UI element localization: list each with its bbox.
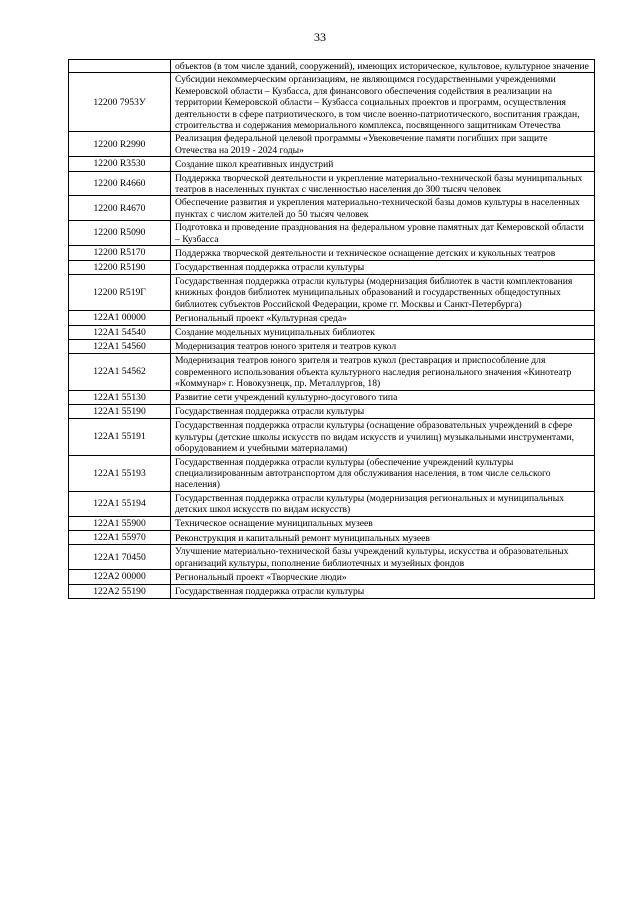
table-row — [69, 390, 595, 404]
table-row — [69, 570, 595, 584]
target-article-code: 122А1 54562 — [69, 354, 171, 390]
target-article-name: Государственная поддержка отрасли культуры (модернизация библиотек в части комплектования книжных фондов библиотек муниципальных образований и государственных общедоступных библиотек субъектов Российской Федерации, кроме гг. Москвы и Санкт-Петербурга) — [171, 274, 595, 310]
target-article-name: Государственная поддержка отрасли культуры — [171, 584, 595, 598]
target-article-name: Государственная поддержка отрасли культуры (модернизация региональных и муниципальных детских школ искусств по видам искусств) — [171, 491, 595, 516]
target-article-code: 122А1 54560 — [69, 339, 171, 353]
target-article-name: Улучшение материально-технической базы учреждений культуры, искусства и образовательных организаций культуры, пополнение библиотечных и музейных фондов — [171, 545, 595, 570]
table-row — [69, 274, 595, 310]
table-body — [69, 60, 595, 599]
table-row — [69, 157, 595, 171]
target-article-name: Государственная поддержка отрасли культуры — [171, 404, 595, 418]
table-row — [69, 311, 595, 325]
table-row — [69, 339, 595, 353]
target-article-name: Подготовка и проведение празднования на федеральном уровне памятных дат Кемеровской области – Кузбасса — [171, 221, 595, 246]
target-article-code: 122А1 55190 — [69, 404, 171, 418]
table-row — [69, 196, 595, 221]
target-article-code: 122А1 54540 — [69, 325, 171, 339]
target-article-code: 122А1 55191 — [69, 419, 171, 455]
target-article-name: Субсидии некоммерческим организациям, не являющимся государственными учреждениями Кемеровской области – Кузбасса, для финансового обеспечения содействия в реализации на территории Кемеровской области – Кузбасса социальных проектов и программ, осуществления деятельности в сфере патриотического, в том числе военно-патриотического, воспитания граждан, строительства и содержания мемориального комплекса, посвященного защитникам Отечества — [171, 73, 595, 132]
target-article-name: Создание модельных муниципальных библиотек — [171, 325, 595, 339]
table-row — [69, 531, 595, 545]
target-article-code: 12200 R4670 — [69, 196, 171, 221]
table-row — [69, 516, 595, 530]
target-article-name: Развитие сети учреждений культурно-досугового типа — [171, 390, 595, 404]
target-article-name: Государственная поддержка отрасли культуры (обеспечение учреждений культуры специализированным автотранспортом для обслуживания населения, в том числе сельского населения) — [171, 455, 595, 491]
target-article-code: 12200 7953У — [69, 73, 171, 132]
target-article-name: объектов (в том числе зданий, сооружений), имеющих историческое, культовое, культурное значение — [171, 60, 595, 73]
target-article-name: Государственная поддержка отрасли культуры — [171, 260, 595, 274]
target-article-code: 122А1 55970 — [69, 531, 171, 545]
target-article-code: 122А1 00000 — [69, 311, 171, 325]
page-number: 33 — [314, 30, 326, 44]
table-row — [69, 221, 595, 246]
target-article-code: 12200 R2990 — [69, 132, 171, 157]
target-article-code: 12200 R4660 — [69, 171, 171, 196]
target-article-name: Поддержка творческой деятельности и укрепление материально-технической базы муниципальных театров в населенных пунктах с численностью населения до 300 тысяч человек — [171, 171, 595, 196]
table-row — [69, 545, 595, 570]
table-row — [69, 171, 595, 196]
target-article-name: Модернизация театров юного зрителя и театров кукол — [171, 339, 595, 353]
target-article-code: 122А1 55194 — [69, 491, 171, 516]
table-row — [69, 584, 595, 598]
target-article-code: 12200 R5090 — [69, 221, 171, 246]
budget-classification-table — [68, 59, 595, 599]
target-article-name: Обеспечение развития и укрепления материально-технической базы домов культуры в населенных пунктах с числом жителей до 50 тысяч человек — [171, 196, 595, 221]
target-article-name: Региональный проект «Творческие люди» — [171, 570, 595, 584]
target-article-code: 122А2 55190 — [69, 584, 171, 598]
target-article-name: Модернизация театров юного зрителя и театров кукол (реставрация и приспособление для современного использования объекта культурного наследия регионального значения «Кинотеатр «Коммунар» г. Новокузнецк, пр. Металлургов, 18) — [171, 354, 595, 390]
target-article-name: Региональный проект «Культурная среда» — [171, 311, 595, 325]
target-article-code: 122А1 55130 — [69, 390, 171, 404]
table-row — [69, 325, 595, 339]
target-article-code: 122А1 70450 — [69, 545, 171, 570]
target-article-code: 122А1 55193 — [69, 455, 171, 491]
table-row — [69, 354, 595, 390]
table-row — [69, 491, 595, 516]
table-row — [69, 419, 595, 455]
target-article-code: 122А2 00000 — [69, 570, 171, 584]
target-article-name: Создание школ креативных индустрий — [171, 157, 595, 171]
target-article-code: 12200 R519Г — [69, 274, 171, 310]
target-article-code: 12200 R5190 — [69, 260, 171, 274]
target-article-code: 122А1 55900 — [69, 516, 171, 530]
target-article-name: Реализация федеральной целевой программы «Увековечение памяти погибших при защите Отечества на 2019 - 2024 годы» — [171, 132, 595, 157]
table-row — [69, 132, 595, 157]
target-article-name: Реконструкция и капитальный ремонт муниципальных музеев — [171, 531, 595, 545]
table-row — [69, 246, 595, 260]
table-row — [69, 260, 595, 274]
table-row — [69, 60, 595, 73]
target-article-name: Техническое оснащение муниципальных музеев — [171, 516, 595, 530]
table-row — [69, 404, 595, 418]
target-article-name: Поддержка творческой деятельности и техническое оснащение детских и кукольных театров — [171, 246, 595, 260]
table-row — [69, 455, 595, 491]
target-article-code: 12200 R5170 — [69, 246, 171, 260]
target-article-code — [69, 60, 171, 73]
target-article-code: 12200 R3530 — [69, 157, 171, 171]
table-row — [69, 73, 595, 132]
target-article-name: Государственная поддержка отрасли культуры (оснащение образовательных учреждений в сфере культуры (детские школы искусств по видам искусств и училищ) музыкальными инструментами, оборудованием и учебными материалами) — [171, 419, 595, 455]
